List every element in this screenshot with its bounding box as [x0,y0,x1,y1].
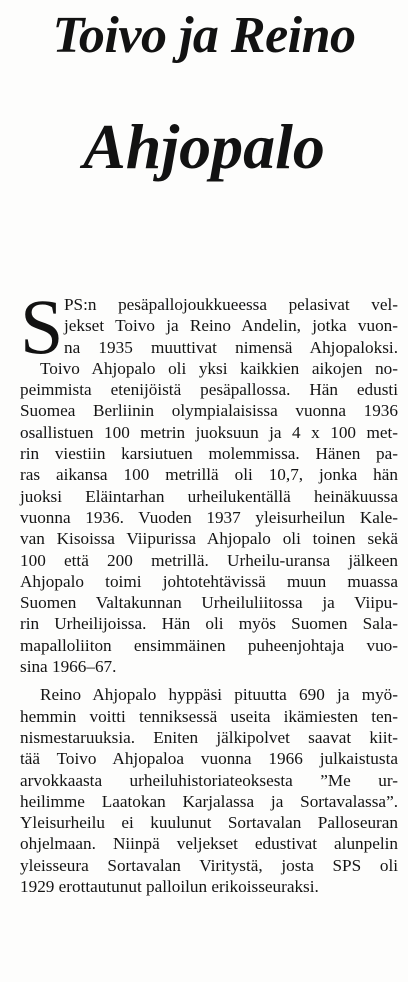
text-line: juoksi Eläintarhan urheilukentällä heinäkuussa [20,486,398,506]
drop-cap: S [20,283,64,370]
paragraph-2 [20,684,398,897]
title-line-2: Ahjopalo [83,111,325,182]
paragraph-spacer [20,677,398,684]
text-line: sina 1966–67. [20,657,117,677]
text-line: Toivo Ahjopalo oli yksi kaikkien aikojen no- [40,358,398,378]
paragraph-1 [20,294,398,677]
text-line: mapalloliiton ensimmäinen puheenjohtaja vuo- [20,635,398,655]
text-line: Ahjopalo toimi johtotehtävissä muun muassa [20,571,398,591]
text-line: yleisseura Sortavalan Viritystä, josta SPS oli [20,855,398,875]
text-line: osallistuen 100 metrin juoksuun ja 4 x 100 met- [20,422,398,442]
text-line: Yleisurheilu ei kuulunut Sortavalan Palloseuran [20,813,398,833]
text-line: 1929 erottautunut palloilun erikoisseuraksi. [20,877,319,897]
text-line: heilimme Laatokan Karjalassa ja Sortavalassa”. [20,791,398,811]
text-line: nismestaruuksia. Eniten jälkipolvet saavat kiit- [20,727,398,747]
text-line: ras aikansa 100 metrillä oli 10,7, jonka hän [20,465,398,485]
text-line: jekset Toivo ja Reino Andelin, jotka vuon- [64,316,398,336]
text-line: ohjelmaan. Niinpä veljekset edustivat alunpelin [20,834,398,854]
text-line: Suomen Valtakunnan Urheiluliitossa ja Viipu- [20,593,398,613]
article-body [20,283,398,897]
title-line-1: Toivo ja Reino [52,7,356,64]
text-line: hemmin voitti tenniksessä useita ikämiesten ten- [20,706,398,726]
text-line: rin viestiin karsiutuen molemmissa. Hänen pa- [20,444,398,464]
text-line: Suomea Berliinin olympialaisissa vuonna 1936 [20,401,398,421]
text-line: tää Toivo Ahjopaloa vuonna 1966 julkaistusta [20,749,398,769]
text-line: vuonna 1936. Vuoden 1937 yleisurheilun Kale- [20,507,398,527]
text-line: PS:n pesäpallojoukkueessa pelasivat vel- [64,295,398,314]
text-line: rin Urheilijoissa. Hän oli myös Suomen Sala- [20,614,398,634]
text-line: peimmista etenijöistä pesäpallossa. Hän edusti [20,380,398,400]
text-line: Reino Ahjopalo hyppäsi pituutta 690 ja myö- [40,685,398,705]
text-line: 100 että 200 metrillä. Urheilu-uransa jälkeen [20,550,398,570]
text-line: arvokkaasta urheiluhistoriateoksesta ”Me ur- [20,770,398,790]
text-line: na 1935 muuttivat nimensä Ahjopaloksi. [64,337,398,357]
text-line: van Kisoissa Viipurissa Ahjopalo oli toinen sekä [20,529,398,549]
